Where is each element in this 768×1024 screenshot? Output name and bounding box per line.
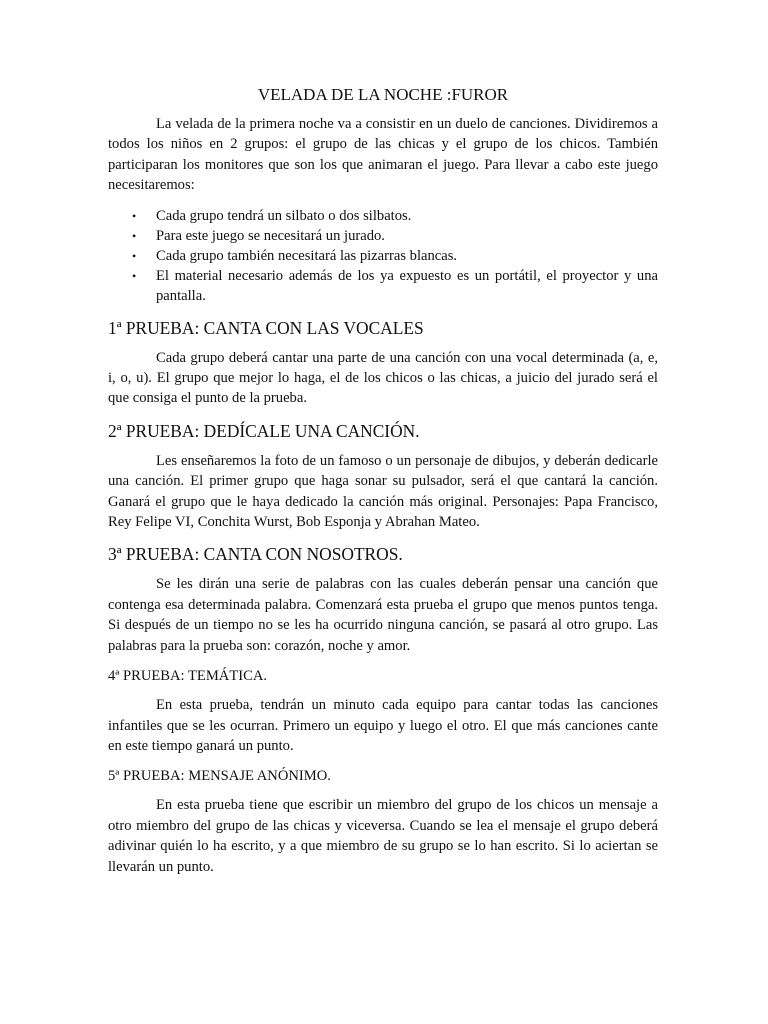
list-item-text: Para este juego se necesitará un jurado. <box>156 227 385 244</box>
list-item-text: El material necesario además de los ya expuesto es un portátil, el proyector y una pantalla. <box>156 267 658 304</box>
intro-paragraph: La velada de la primera noche va a consistir en un duelo de canciones. Dividiremos a todos los niños en 2 grupos: el grupo de las chicas y el grupo de los chicos. También participaran los monitores que son los que animaran el juego. Para llevar a cabo este juego necesitaremos: <box>108 116 658 194</box>
bullet-icon: • <box>132 208 137 223</box>
section-prueba-4 <box>108 666 658 756</box>
section-heading: 3ª PRUEBA: CANTA CON NOSOTROS. <box>108 544 403 565</box>
list-item <box>132 266 658 306</box>
bullet-icon: • <box>132 248 137 263</box>
bullet-icon: • <box>132 228 137 243</box>
requirements-list <box>108 206 658 306</box>
section-paragraph: En esta prueba tiene que escribir un miembro del grupo de los chicos un mensaje a otro miembro del grupo de las chicas y viceversa. Cuando se lea el mensaje el grupo deberá adivinar quién lo ha escrito, y a que miembro de su grupo se lo han escrito. Si lo aciertan se llevarán un punto. <box>108 797 658 875</box>
list-item <box>132 246 658 266</box>
section-prueba-5 <box>108 766 658 877</box>
section-paragraph: En esta prueba, tendrán un minuto cada equipo para cantar todas las canciones infantiles que se les ocurran. Primero un equipo y luego el otro. El que más canciones cante en este tiempo ganará un punto. <box>108 697 658 754</box>
list-item-text: Cada grupo también necesitará las pizarras blancas. <box>156 247 458 264</box>
section-prueba-3 <box>108 543 658 656</box>
section-heading: 2ª PRUEBA: DEDÍCALE UNA CANCIÓN. <box>108 420 420 441</box>
section-heading: 1ª PRUEBA: CANTA CON LAS VOCALES <box>108 317 424 338</box>
section-prueba-1 <box>108 317 658 409</box>
section-paragraph: Se les dirán una serie de palabras con las cuales deberán pensar una canción que contenga esa determinada palabra. Comenzará esta prueba el grupo que menos puntos tenga. Si después de un tiempo no se les ha ocurrido ninguna canción, se pasará al otro grupo. Las palabras para la prueba son: corazón, noche y amor. <box>108 576 658 654</box>
bullet-icon: • <box>132 268 137 283</box>
document-page <box>108 84 658 877</box>
list-item-text: Cada grupo tendrá un silbato o dos silbatos. <box>156 207 412 224</box>
section-paragraph: Les enseñaremos la foto de un famoso o un personaje de dibujos, y deberán dedicarle una canción. El primer grupo que haga sonar su pulsador, será el que cantará la canción. Ganará el grupo que le haya dedicado la canción más original. Personajes: Papa Francisco, Rey Felipe VI, Conchita Wurst, Bob Esponja y Abrahan Mateo. <box>108 452 658 531</box>
document-title: VELADA DE LA NOCHE :FUROR <box>257 85 509 104</box>
section-heading: 4ª PRUEBA: TEMÁTICA. <box>108 668 268 685</box>
list-item <box>132 206 658 226</box>
section-heading: 5ª PRUEBA: MENSAJE ANÓNIMO. <box>108 768 331 785</box>
section-prueba-2 <box>108 420 658 533</box>
section-paragraph: Cada grupo deberá cantar una parte de una canción con una vocal determinada (a, e, i, o, u). El grupo que mejor lo haga, el de los chicos o las chicas, a juicio del jurado será el que consiga el punto de la prueba. <box>108 349 658 407</box>
list-item <box>132 226 658 246</box>
